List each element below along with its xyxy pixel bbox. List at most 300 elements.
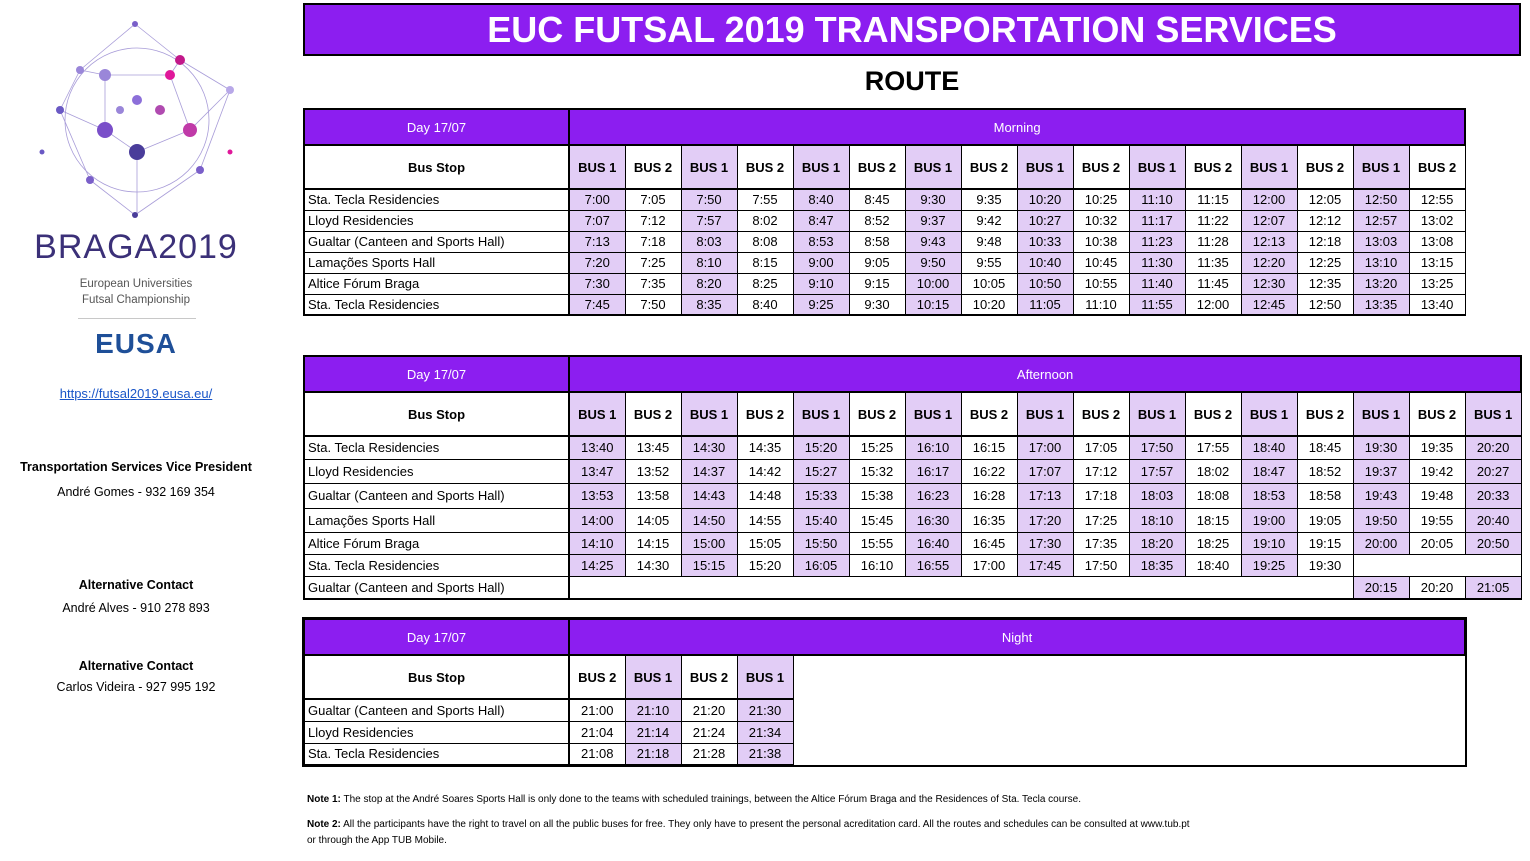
time-cell: 17:50 bbox=[1129, 436, 1185, 459]
empty-area bbox=[793, 655, 1465, 699]
time-cell: 9:35 bbox=[961, 189, 1017, 210]
time-cell: 18:03 bbox=[1129, 483, 1185, 508]
time-cell: 18:40 bbox=[1185, 554, 1241, 576]
time-cell: 7:35 bbox=[625, 273, 681, 294]
table-row bbox=[304, 699, 1465, 721]
bus-stop-name: Altice Fórum Braga bbox=[304, 273, 569, 294]
time-cell: 7:45 bbox=[569, 294, 625, 315]
time-cell: 13:53 bbox=[569, 483, 625, 508]
time-cell: 7:25 bbox=[625, 252, 681, 273]
time-cell: 14:05 bbox=[625, 508, 681, 532]
bus-stop-name: Sta. Tecla Residencies bbox=[304, 436, 569, 459]
time-cell: 17:00 bbox=[1017, 436, 1073, 459]
time-cell: 11:17 bbox=[1129, 210, 1185, 231]
time-cell: 10:00 bbox=[905, 273, 961, 294]
time-cell: 12:20 bbox=[1241, 252, 1297, 273]
time-cell: 16:17 bbox=[905, 459, 961, 483]
time-cell: 8:40 bbox=[793, 189, 849, 210]
time-cell: 14:50 bbox=[681, 508, 737, 532]
bus-stop-name: Sta. Tecla Residencies bbox=[304, 554, 569, 576]
time-cell: 17:25 bbox=[1073, 508, 1129, 532]
bus-stop-name: Lamações Sports Hall bbox=[304, 508, 569, 532]
time-cell: 15:50 bbox=[793, 532, 849, 554]
time-cell: 17:30 bbox=[1017, 532, 1073, 554]
time-cell: 18:25 bbox=[1185, 532, 1241, 554]
time-cell: 12:13 bbox=[1241, 231, 1297, 252]
period-label: Morning bbox=[569, 109, 1465, 145]
time-cell: 16:40 bbox=[905, 532, 961, 554]
time-cell: 15:33 bbox=[793, 483, 849, 508]
time-cell: 12:55 bbox=[1409, 189, 1465, 210]
time-cell: 20:50 bbox=[1465, 532, 1521, 554]
time-cell: 21:20 bbox=[681, 699, 737, 721]
time-cell: 18:45 bbox=[1297, 436, 1353, 459]
time-cell: 13:02 bbox=[1409, 210, 1465, 231]
note-2 bbox=[307, 817, 1190, 833]
table-row bbox=[304, 459, 1521, 483]
time-cell: 21:24 bbox=[681, 721, 737, 743]
time-cell: 21:08 bbox=[569, 743, 625, 765]
table-row bbox=[304, 576, 1521, 599]
time-cell: 10:33 bbox=[1017, 231, 1073, 252]
brand-subtitle bbox=[0, 276, 272, 308]
time-cell: 14:43 bbox=[681, 483, 737, 508]
time-cell: 18:58 bbox=[1297, 483, 1353, 508]
contact-line-3: Carlos Videira - 927 995 192 bbox=[56, 680, 216, 694]
championship-ball-logo bbox=[30, 10, 245, 225]
time-cell: 16:10 bbox=[905, 436, 961, 459]
time-cell: 18:53 bbox=[1241, 483, 1297, 508]
time-cell: 19:43 bbox=[1353, 483, 1409, 508]
time-cell: 14:37 bbox=[681, 459, 737, 483]
table-row bbox=[304, 210, 1465, 231]
bus-stop-name: Gualtar (Canteen and Sports Hall) bbox=[304, 699, 569, 721]
time-cell: 10:20 bbox=[961, 294, 1017, 315]
bus-column-header: BUS 2 bbox=[1409, 392, 1465, 436]
time-cell: 9:43 bbox=[905, 231, 961, 252]
time-cell: 12:45 bbox=[1241, 294, 1297, 315]
time-cell: 9:10 bbox=[793, 273, 849, 294]
empty-cell bbox=[569, 576, 1353, 599]
time-cell: 17:12 bbox=[1073, 459, 1129, 483]
time-cell: 15:05 bbox=[737, 532, 793, 554]
time-cell: 11:35 bbox=[1185, 252, 1241, 273]
empty-area bbox=[793, 743, 1465, 765]
bus-column-header: BUS 2 bbox=[961, 145, 1017, 189]
bus-column-header: BUS 1 bbox=[569, 392, 625, 436]
time-cell: 8:03 bbox=[681, 231, 737, 252]
table-row bbox=[304, 436, 1521, 459]
bus-stop-name: Altice Fórum Braga bbox=[304, 532, 569, 554]
time-cell: 7:07 bbox=[569, 210, 625, 231]
time-cell: 7:13 bbox=[569, 231, 625, 252]
morning-schedule-table bbox=[303, 108, 1466, 316]
time-cell: 15:00 bbox=[681, 532, 737, 554]
time-cell: 17:07 bbox=[1017, 459, 1073, 483]
note-1-text: The stop at the André Soares Sports Hall is only done to the teams with scheduled trainings, between the Altice Fórum Braga and the Residences of Sta. Tecla course. bbox=[343, 794, 1081, 805]
time-cell: 19:42 bbox=[1409, 459, 1465, 483]
bus-stop-name: Gualtar (Canteen and Sports Hall) bbox=[304, 231, 569, 252]
time-cell: 15:20 bbox=[737, 554, 793, 576]
time-cell: 19:55 bbox=[1409, 508, 1465, 532]
contact-title-1: Transportation Services Vice President bbox=[20, 460, 252, 474]
time-cell: 9:50 bbox=[905, 252, 961, 273]
bus-column-header: BUS 2 bbox=[1185, 145, 1241, 189]
time-cell: 12:57 bbox=[1353, 210, 1409, 231]
time-cell: 17:50 bbox=[1073, 554, 1129, 576]
night-schedule-table bbox=[303, 618, 1466, 766]
time-cell: 8:40 bbox=[737, 294, 793, 315]
time-cell: 20:20 bbox=[1409, 576, 1465, 599]
time-cell: 17:13 bbox=[1017, 483, 1073, 508]
time-cell: 14:30 bbox=[681, 436, 737, 459]
time-cell: 19:50 bbox=[1353, 508, 1409, 532]
time-cell: 11:10 bbox=[1129, 189, 1185, 210]
bus-column-header: BUS 1 bbox=[1017, 392, 1073, 436]
time-cell: 13:15 bbox=[1409, 252, 1465, 273]
time-cell: 19:30 bbox=[1297, 554, 1353, 576]
time-cell: 10:27 bbox=[1017, 210, 1073, 231]
time-cell: 9:30 bbox=[849, 294, 905, 315]
day-label: Day 17/07 bbox=[304, 356, 569, 392]
bus-column-header: BUS 2 bbox=[1073, 392, 1129, 436]
sidebar bbox=[0, 0, 272, 861]
bus-column-header: BUS 1 bbox=[569, 145, 625, 189]
bus-column-header: BUS 2 bbox=[681, 655, 737, 699]
time-cell: 12:18 bbox=[1297, 231, 1353, 252]
time-cell: 15:55 bbox=[849, 532, 905, 554]
table-row bbox=[304, 189, 1465, 210]
note-1 bbox=[307, 792, 1081, 808]
time-cell: 19:35 bbox=[1409, 436, 1465, 459]
time-cell: 13:20 bbox=[1353, 273, 1409, 294]
time-cell: 9:25 bbox=[793, 294, 849, 315]
time-cell: 18:40 bbox=[1241, 436, 1297, 459]
contact-line-1: André Gomes - 932 169 354 bbox=[57, 485, 215, 499]
bus-column-header: BUS 1 bbox=[1017, 145, 1073, 189]
note-1-label: Note 1: bbox=[307, 794, 341, 805]
time-cell: 9:15 bbox=[849, 273, 905, 294]
time-cell: 9:48 bbox=[961, 231, 1017, 252]
time-cell: 15:38 bbox=[849, 483, 905, 508]
time-cell: 8:47 bbox=[793, 210, 849, 231]
time-cell: 16:30 bbox=[905, 508, 961, 532]
time-cell: 13:52 bbox=[625, 459, 681, 483]
time-cell: 17:20 bbox=[1017, 508, 1073, 532]
time-cell: 21:34 bbox=[737, 721, 793, 743]
bus-column-header: BUS 1 bbox=[681, 392, 737, 436]
time-cell: 7:30 bbox=[569, 273, 625, 294]
time-cell: 16:23 bbox=[905, 483, 961, 508]
time-cell: 18:20 bbox=[1129, 532, 1185, 554]
bus-column-header: BUS 2 bbox=[1297, 392, 1353, 436]
empty-area bbox=[793, 699, 1465, 721]
time-cell: 21:10 bbox=[625, 699, 681, 721]
time-cell: 21:14 bbox=[625, 721, 681, 743]
afternoon-schedule-table bbox=[303, 355, 1522, 600]
time-cell: 10:40 bbox=[1017, 252, 1073, 273]
time-cell: 15:20 bbox=[793, 436, 849, 459]
time-cell: 13:40 bbox=[1409, 294, 1465, 315]
time-cell: 12:25 bbox=[1297, 252, 1353, 273]
time-cell: 12:12 bbox=[1297, 210, 1353, 231]
time-cell: 13:10 bbox=[1353, 252, 1409, 273]
table-row bbox=[304, 508, 1521, 532]
time-cell: 18:52 bbox=[1297, 459, 1353, 483]
bus-column-header: BUS 1 bbox=[1353, 392, 1409, 436]
bus-stop-header: Bus Stop bbox=[304, 655, 569, 699]
time-cell: 11:15 bbox=[1185, 189, 1241, 210]
time-cell: 13:35 bbox=[1353, 294, 1409, 315]
bus-column-header: BUS 2 bbox=[849, 145, 905, 189]
time-cell: 8:10 bbox=[681, 252, 737, 273]
time-cell: 14:15 bbox=[625, 532, 681, 554]
bus-column-header: BUS 2 bbox=[1297, 145, 1353, 189]
time-cell: 9:42 bbox=[961, 210, 1017, 231]
time-cell: 14:30 bbox=[625, 554, 681, 576]
time-cell: 8:15 bbox=[737, 252, 793, 273]
time-cell: 11:23 bbox=[1129, 231, 1185, 252]
time-cell: 8:52 bbox=[849, 210, 905, 231]
time-cell: 14:10 bbox=[569, 532, 625, 554]
time-cell: 10:45 bbox=[1073, 252, 1129, 273]
time-cell: 20:27 bbox=[1465, 459, 1521, 483]
time-cell: 8:53 bbox=[793, 231, 849, 252]
time-cell: 16:45 bbox=[961, 532, 1017, 554]
time-cell: 17:18 bbox=[1073, 483, 1129, 508]
bus-stop-name: Lloyd Residencies bbox=[304, 721, 569, 743]
bus-column-header: BUS 2 bbox=[1185, 392, 1241, 436]
brand-subtitle-line1: European Universities bbox=[79, 278, 193, 290]
time-cell: 19:30 bbox=[1353, 436, 1409, 459]
brand-subtitle-line2: Futsal Championship bbox=[81, 294, 191, 306]
website-link[interactable]: https://futsal2019.eusa.eu/ bbox=[59, 386, 213, 401]
time-cell: 7:18 bbox=[625, 231, 681, 252]
note-2-continued: or through the App TUB Mobile. bbox=[307, 835, 447, 846]
bus-stop-header: Bus Stop bbox=[304, 145, 569, 189]
time-cell: 8:45 bbox=[849, 189, 905, 210]
time-cell: 12:50 bbox=[1353, 189, 1409, 210]
time-cell: 12:05 bbox=[1297, 189, 1353, 210]
time-cell: 15:32 bbox=[849, 459, 905, 483]
time-cell: 17:05 bbox=[1073, 436, 1129, 459]
time-cell: 21:18 bbox=[625, 743, 681, 765]
time-cell: 17:00 bbox=[961, 554, 1017, 576]
bus-column-header: BUS 1 bbox=[1241, 145, 1297, 189]
time-cell: 16:35 bbox=[961, 508, 1017, 532]
time-cell: 12:35 bbox=[1297, 273, 1353, 294]
time-cell: 16:05 bbox=[793, 554, 849, 576]
time-cell: 21:04 bbox=[569, 721, 625, 743]
time-cell: 21:38 bbox=[737, 743, 793, 765]
time-cell: 8:25 bbox=[737, 273, 793, 294]
time-cell: 19:00 bbox=[1241, 508, 1297, 532]
time-cell: 13:58 bbox=[625, 483, 681, 508]
bus-column-header: BUS 1 bbox=[1465, 392, 1521, 436]
time-cell: 11:45 bbox=[1185, 273, 1241, 294]
contact-title-3: Alternative Contact bbox=[78, 659, 194, 673]
time-cell: 11:28 bbox=[1185, 231, 1241, 252]
time-cell: 19:10 bbox=[1241, 532, 1297, 554]
time-cell: 21:30 bbox=[737, 699, 793, 721]
bus-column-header: BUS 1 bbox=[681, 145, 737, 189]
time-cell: 11:05 bbox=[1017, 294, 1073, 315]
time-cell: 14:00 bbox=[569, 508, 625, 532]
time-cell: 16:55 bbox=[905, 554, 961, 576]
time-cell: 7:57 bbox=[681, 210, 737, 231]
time-cell: 13:25 bbox=[1409, 273, 1465, 294]
time-cell: 16:10 bbox=[849, 554, 905, 576]
time-cell: 9:30 bbox=[905, 189, 961, 210]
bus-column-header: BUS 1 bbox=[1241, 392, 1297, 436]
time-cell: 21:05 bbox=[1465, 576, 1521, 599]
bus-stop-name: Gualtar (Canteen and Sports Hall) bbox=[304, 576, 569, 599]
time-cell: 8:02 bbox=[737, 210, 793, 231]
page-title: EUC FUTSAL 2019 TRANSPORTATION SERVICES bbox=[303, 3, 1521, 56]
time-cell: 12:00 bbox=[1185, 294, 1241, 315]
time-cell: 9:55 bbox=[961, 252, 1017, 273]
time-cell: 8:20 bbox=[681, 273, 737, 294]
time-cell: 11:10 bbox=[1073, 294, 1129, 315]
bus-stop-name: Sta. Tecla Residencies bbox=[304, 294, 569, 315]
time-cell: 12:50 bbox=[1297, 294, 1353, 315]
time-cell: 14:55 bbox=[737, 508, 793, 532]
time-cell: 18:08 bbox=[1185, 483, 1241, 508]
bus-column-header: BUS 1 bbox=[793, 392, 849, 436]
time-cell: 10:32 bbox=[1073, 210, 1129, 231]
table-row bbox=[304, 231, 1465, 252]
time-cell: 14:35 bbox=[737, 436, 793, 459]
time-cell: 7:55 bbox=[737, 189, 793, 210]
time-cell: 16:28 bbox=[961, 483, 1017, 508]
route-heading: ROUTE bbox=[864, 66, 960, 96]
day-label: Day 17/07 bbox=[304, 109, 569, 145]
bus-stop-name: Sta. Tecla Residencies bbox=[304, 189, 569, 210]
time-cell: 10:15 bbox=[905, 294, 961, 315]
time-cell: 7:00 bbox=[569, 189, 625, 210]
time-cell: 15:45 bbox=[849, 508, 905, 532]
day-label: Day 17/07 bbox=[304, 619, 569, 655]
time-cell: 18:47 bbox=[1241, 459, 1297, 483]
time-cell: 9:37 bbox=[905, 210, 961, 231]
table-row bbox=[304, 252, 1465, 273]
bus-column-header: BUS 2 bbox=[849, 392, 905, 436]
contact-title-2: Alternative Contact bbox=[78, 578, 194, 592]
bus-column-header: BUS 2 bbox=[737, 392, 793, 436]
bus-column-header: BUS 1 bbox=[905, 392, 961, 436]
bus-stop-name: Lamações Sports Hall bbox=[304, 252, 569, 273]
time-cell: 12:30 bbox=[1241, 273, 1297, 294]
time-cell: 19:05 bbox=[1297, 508, 1353, 532]
time-cell: 10:05 bbox=[961, 273, 1017, 294]
time-cell: 10:25 bbox=[1073, 189, 1129, 210]
bus-column-header: BUS 2 bbox=[625, 145, 681, 189]
empty-cell bbox=[1353, 554, 1521, 576]
time-cell: 15:15 bbox=[681, 554, 737, 576]
time-cell: 20:20 bbox=[1465, 436, 1521, 459]
period-label: Night bbox=[569, 619, 1465, 655]
time-cell: 7:50 bbox=[625, 294, 681, 315]
bus-column-header: BUS 1 bbox=[737, 655, 793, 699]
bus-column-header: BUS 2 bbox=[1073, 145, 1129, 189]
table-row bbox=[304, 483, 1521, 508]
time-cell: 17:45 bbox=[1017, 554, 1073, 576]
bus-stop-name: Lloyd Residencies bbox=[304, 459, 569, 483]
time-cell: 11:22 bbox=[1185, 210, 1241, 231]
time-cell: 20:33 bbox=[1465, 483, 1521, 508]
bus-stop-name: Lloyd Residencies bbox=[304, 210, 569, 231]
time-cell: 19:15 bbox=[1297, 532, 1353, 554]
bus-stop-header: Bus Stop bbox=[304, 392, 569, 436]
table-row bbox=[304, 743, 1465, 765]
table-row bbox=[304, 532, 1521, 554]
bus-column-header: BUS 2 bbox=[625, 392, 681, 436]
time-cell: 18:35 bbox=[1129, 554, 1185, 576]
time-cell: 18:15 bbox=[1185, 508, 1241, 532]
time-cell: 10:20 bbox=[1017, 189, 1073, 210]
bus-column-header: BUS 2 bbox=[961, 392, 1017, 436]
time-cell: 15:27 bbox=[793, 459, 849, 483]
time-cell: 13:03 bbox=[1353, 231, 1409, 252]
time-cell: 12:00 bbox=[1241, 189, 1297, 210]
time-cell: 8:08 bbox=[737, 231, 793, 252]
table-row bbox=[304, 721, 1465, 743]
time-cell: 16:22 bbox=[961, 459, 1017, 483]
time-cell: 16:15 bbox=[961, 436, 1017, 459]
brand-title: BRAGA2019 bbox=[34, 228, 238, 266]
time-cell: 15:25 bbox=[849, 436, 905, 459]
period-label: Afternoon bbox=[569, 356, 1521, 392]
time-cell: 10:38 bbox=[1073, 231, 1129, 252]
contact-line-2: André Alves - 910 278 893 bbox=[62, 601, 210, 615]
time-cell: 20:00 bbox=[1353, 532, 1409, 554]
time-cell: 7:20 bbox=[569, 252, 625, 273]
bus-column-header: BUS 1 bbox=[905, 145, 961, 189]
bus-column-header: BUS 2 bbox=[737, 145, 793, 189]
table-row bbox=[304, 273, 1465, 294]
time-cell: 7:12 bbox=[625, 210, 681, 231]
time-cell: 19:25 bbox=[1241, 554, 1297, 576]
table-row bbox=[304, 294, 1465, 315]
time-cell: 7:05 bbox=[625, 189, 681, 210]
bus-column-header: BUS 1 bbox=[793, 145, 849, 189]
time-cell: 17:35 bbox=[1073, 532, 1129, 554]
time-cell: 12:07 bbox=[1241, 210, 1297, 231]
empty-area bbox=[793, 721, 1465, 743]
time-cell: 11:30 bbox=[1129, 252, 1185, 273]
bus-column-header: BUS 2 bbox=[1409, 145, 1465, 189]
time-cell: 17:55 bbox=[1185, 436, 1241, 459]
time-cell: 21:28 bbox=[681, 743, 737, 765]
time-cell: 17:57 bbox=[1129, 459, 1185, 483]
time-cell: 21:00 bbox=[569, 699, 625, 721]
bus-column-header: BUS 1 bbox=[1129, 145, 1185, 189]
time-cell: 11:40 bbox=[1129, 273, 1185, 294]
time-cell: 14:25 bbox=[569, 554, 625, 576]
bus-column-header: BUS 1 bbox=[1129, 392, 1185, 436]
time-cell: 14:42 bbox=[737, 459, 793, 483]
time-cell: 20:40 bbox=[1465, 508, 1521, 532]
divider bbox=[78, 318, 196, 319]
time-cell: 10:55 bbox=[1073, 273, 1129, 294]
time-cell: 13:47 bbox=[569, 459, 625, 483]
time-cell: 19:48 bbox=[1409, 483, 1465, 508]
time-cell: 13:08 bbox=[1409, 231, 1465, 252]
bus-stop-name: Gualtar (Canteen and Sports Hall) bbox=[304, 483, 569, 508]
table-row bbox=[304, 554, 1521, 576]
note-2-label: Note 2: bbox=[307, 819, 341, 830]
bus-column-header: BUS 1 bbox=[1353, 145, 1409, 189]
